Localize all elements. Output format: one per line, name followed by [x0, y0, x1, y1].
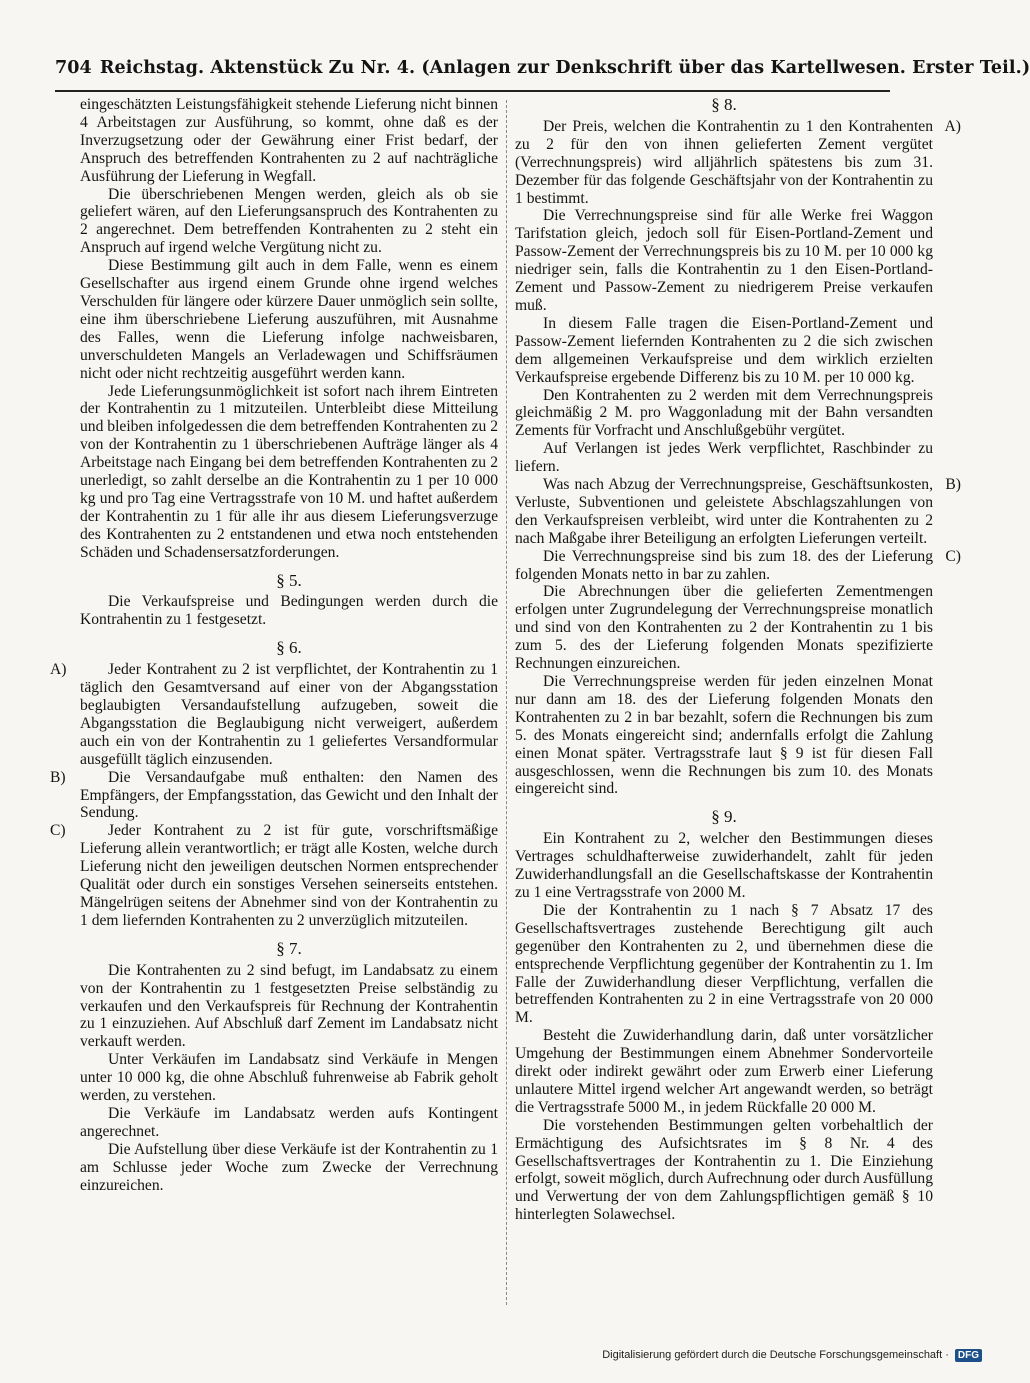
clause-a: [515, 117, 961, 208]
paragraph: Der Preis, welchen die Kontrahentin zu 1 den Kontrahenten zu 2 für den von ihnen gelieferten Zement vergütet (Verrechnungspreis) wird alljährlich spätestens bis zum 31. Dezember für das folgende Geschäftsjahr von der Kontrahentin zu 1 bestimmt.: [515, 117, 933, 207]
section-heading-5: § 5.: [276, 570, 302, 590]
paragraph: Auf Verlangen ist jedes Werk verpflichtet, Raschbinder zu liefern.: [515, 440, 933, 476]
paragraph: Die Aufstellung über diese Verkäufe ist der Kontrahentin zu 1 am Schlusse jeder Woche zum Zwecke der Verrechnung einzureichen.: [80, 1140, 498, 1194]
margin-marker: B): [50, 768, 66, 786]
left-column: [50, 96, 499, 1194]
dfg-logo: DFG: [955, 1349, 982, 1362]
paragraph: Unter Verkäufen im Landabsatz sind Verkäufe in Mengen unter 10 000 kg, die ohne Abschluß fuhrenweise ab Fabrik geholt werden, zu verstehen.: [80, 1051, 498, 1105]
right-column: [515, 95, 961, 1224]
paragraph: Jede Lieferungsunmöglichkeit ist sofort nach ihrem Eintreten der Kontrahentin zu 1 mitzuteilen. Unterbleibt diese Mitteilung und bleiben infolgedessen die dem betreffenden Kontrahenten zu 2 von der Kontrahentin zu 1 überschriebenen Aufträge länger als 4 Arbeitstage nach Eingang bei dem betreffenden Kontrahenten zu 2 unerledigt, so zahlt derselbe an die Kontrahentin zu 1 per 10 000 kg und pro Tag eine Vertragsstrafe von 10 M. und haftet außerdem der Kontrahentin zu 1 für alle ihr aus diesem Lieferungsverzuge des Kontrahenten zu 2 entstandenen und etwa noch entstehenden Schäden und Schadensersatzforderungen.: [80, 382, 499, 561]
column-divider: [506, 100, 507, 1305]
running-title: Reichstag. Aktenstück Zu Nr. 4. (Anlagen zur Denkschrift über das Kartellwesen. Erster Teil.): [99, 58, 1030, 78]
clause-c: [50, 822, 498, 929]
margin-marker: A): [944, 117, 961, 135]
section-heading-9: § 9.: [711, 807, 737, 827]
clause-a: [50, 661, 498, 768]
paragraph: Die überschriebenen Mengen werden, gleich als ob sie geliefert wären, auf den Lieferungsanspruch des Kontrahenten zu 2 angerechnet. Dem betreffenden Kontrahenten zu 2 steht ein Anspruch auf irgend welche Vergütung nicht zu.: [80, 185, 498, 257]
paragraph: Was nach Abzug der Verrechnungspreise, Geschäftsunkosten, Verluste, Subventionen und geleistete Abschlagszahlungen von den Verkaufspreisen verbleibt, wird unter die Kontrahenten zu 2 nach Maßgabe ihrer Beteiligung an erfolgten Lieferungen verteilt.: [515, 476, 933, 547]
clause-c: [515, 547, 961, 584]
clause-b: [50, 768, 498, 823]
paragraph: Den Kontrahenten zu 2 werden mit dem Verrechnungspreis gleichmäßig 2 M. pro Waggonladung mit der Bahn versandten Zements für Vorfracht und Anschlußgebühr vergütet.: [515, 386, 933, 440]
paragraph: Die Kontrahenten zu 2 sind befugt, im Landabsatz zu einem von der Kontrahentin zu 1 festgesetzten Preise selbständig zu verkaufen und den Verkaufspreis für Rechnung der Kontrahentin zu 1 einzuziehen. Auf Abschluß darf Zement im Landabsatz nicht verkauft werden.: [80, 961, 498, 1051]
margin-marker: C): [50, 822, 66, 840]
section-heading-7: § 7.: [276, 938, 302, 958]
paragraph: Diese Bestimmung gilt auch in dem Falle, wenn es einem Gesellschafter aus irgend einem Grunde ohne irgend welches Verschulden für längere oder kürzere Dauer unmöglich sein sollte, eine ihm überschriebene Lieferung auszuführen, mit Ausnahme des Falles, wenn die Lieferung infolge nachweisbaren, unverschuldeten Mangels an Verladewagen und Schiffsräumen nicht oder nicht rechtzeitig ausgeführt werden kann.: [80, 257, 498, 382]
paragraph: Die Verkaufspreise und Bedingungen werden durch die Kontrahentin zu 1 festgesetzt.: [80, 593, 498, 629]
footer: [602, 1345, 982, 1365]
paragraph: Jeder Kontrahent zu 2 ist für gute, vorschriftsmäßige Lieferung allein verantwortlich; er trägt alle Kosten, welche durch Lieferung nicht den jeweiligen deutschen Normen entsprechender Qualität oder durch ein sonstiges Versehen seinerseits entstehen. Mängelrügen seitens der Abnehmer sind von der Kontrahentin zu 1 dem liefernden Kontrahenten zu 2 unverzüglich mitzuteilen.: [80, 822, 498, 929]
funding-note: Digitalisierung gefördert durch die Deutsche Forschungsgemeinschaft ·: [602, 1349, 949, 1361]
paragraph: Besteht die Zuwiderhandlung darin, daß unter vorsätzlicher Umgehung der Bestimmungen einem Abnehmer Sondervorteile direkt oder indirekt gewährt oder zum Erwerb einer Lieferung unlautere Mittel irgend welcher Art angewandt werden, so beträgt die Vertragsstrafe 5000 M., in jedem Rückfalle 20 000 M.: [515, 1027, 933, 1116]
paragraph: Die Verrechnungspreise sind bis zum 18. des der Lieferung folgenden Monats netto in bar zu zahlen.: [515, 547, 933, 583]
clause-b: [515, 476, 961, 548]
margin-marker: B): [945, 476, 961, 494]
paragraph: Die Versandaufgabe muß enthalten: den Namen des Empfängers, der Empfangsstation, das Gewicht und den Inhalt der Sendung.: [80, 768, 498, 822]
margin-marker: C): [945, 547, 961, 565]
paragraph: Ein Kontrahent zu 2, welcher den Bestimmungen dieses Vertrages schuldhafterweise zuwiderhandelt, zahlt für jeden Zuwiderhandlungsfall an die Gesellschaftskasse der Kontrahentin zu 1 eine Vertragsstrafe von 2000 M.: [515, 830, 933, 901]
page-header: [55, 58, 1030, 92]
paragraph: Die Verrechnungspreise sind für alle Werke frei Waggon Tarifstation gleich, jedoch soll für Eisen-Portland-Zement und Passow-Zement der Verrechnungspreis bis zu 10 M. per 10 000 kg niedriger sein, falls die Kontrahentin zu 1 den Eisen-Portland-Zement und Passow-Zement zu niedrigerem Preise verkaufen muß.: [515, 207, 933, 314]
section-heading-8: § 8.: [711, 95, 737, 114]
paragraph: Die vorstehenden Bestimmungen gelten vorbehaltlich der Ermächtigung des Aufsichtsrates im § 8 Nr. 4 des Gesellschaftsvertrages der Kontrahentin zu 1. Die Einziehung erfolgt, soweit möglich, durch Aufrechnung oder durch Ausfüllung und Verwertung der von dem Zahlungspflichtigen gemäß § 10 hinterlegten Solawechsel.: [515, 1116, 933, 1224]
page-number: 704: [55, 58, 92, 78]
paragraph: Jeder Kontrahent zu 2 ist verpflichtet, der Kontrahentin zu 1 täglich den Gesamtversand auf einer von der Abgangsstation beglaubigten Versandaufstellung aufzugeben, soweit die Abgangsstation die Beglaubigung nicht verweigert, außerdem auch ein von der Kontrahentin zu 1 geliefertes Versandformular ausgefüllt täglich einzusenden.: [80, 661, 498, 768]
paragraph: Die Verrechnungspreise werden für jeden einzelnen Monat nur dann am 18. des der Lieferung folgenden Monats den Kontrahenten zu 2 in bar bezahlt, sofern die Rechnungen bis zum 5. des Monats eingereicht sind; andernfalls erfolgt die Zahlung einen Monat später. Vertragsstrafe laut § 9 ist für diesen Fall ausgeschlossen, wenn die Rechnungen bis zum 10. des Monats eingereicht sind.: [515, 673, 933, 798]
margin-marker: A): [50, 661, 67, 679]
paragraph: Die der Kontrahentin zu 1 nach § 7 Absatz 17 des Gesellschaftsvertrages zustehende Berechtigung gilt auch gegenüber den Kontrahenten zu 2, und übernehmen diese die entsprechende Verpflichtung gegenüber der Kontrahentin zu 1. Im Falle der Zuwiderhandlung dieser Verpflichtung, verfallen die betreffenden Kontrahenten zu 2 in eine Vertragsstrafe von 20 000 M.: [515, 901, 933, 1027]
paragraph: In diesem Falle tragen die Eisen-Portland-Zement und Passow-Zement liefernden Kontrahenten zu 2 die sich zwischen dem allgemeinen Verkaufspreise und dem wirklich erzielten Verkaufspreise ergebende Differenz bis zu 10 M. per 10 000 kg.: [515, 314, 933, 386]
paragraph: eingeschätzten Leistungsfähigkeit stehende Lieferung nicht binnen 4 Arbeitstagen zur Ausführung, so kommt, ohne daß es der Inverzugsetzung oder der Gewährung einer Frist bedarf, der Anspruch des betreffenden Kontrahenten zu 2 auf nachträgliche Ausführung der Lieferung in Wegfall.: [80, 96, 498, 185]
paragraph: Die Verkäufe im Landabsatz werden aufs Kontingent angerechnet.: [80, 1104, 498, 1140]
section-heading-6: § 6.: [276, 638, 302, 658]
paragraph: Die Abrechnungen über die gelieferten Zementmengen erfolgen unter Zugrundelegung der Verrechnungspreise monatlich und sind von den Kontrahenten zu 2 der Kontrahentin zu 1 bis zum 5. des der Lieferung folgenden Monats spezifizierte Rechnungen einzureichen.: [515, 583, 933, 673]
